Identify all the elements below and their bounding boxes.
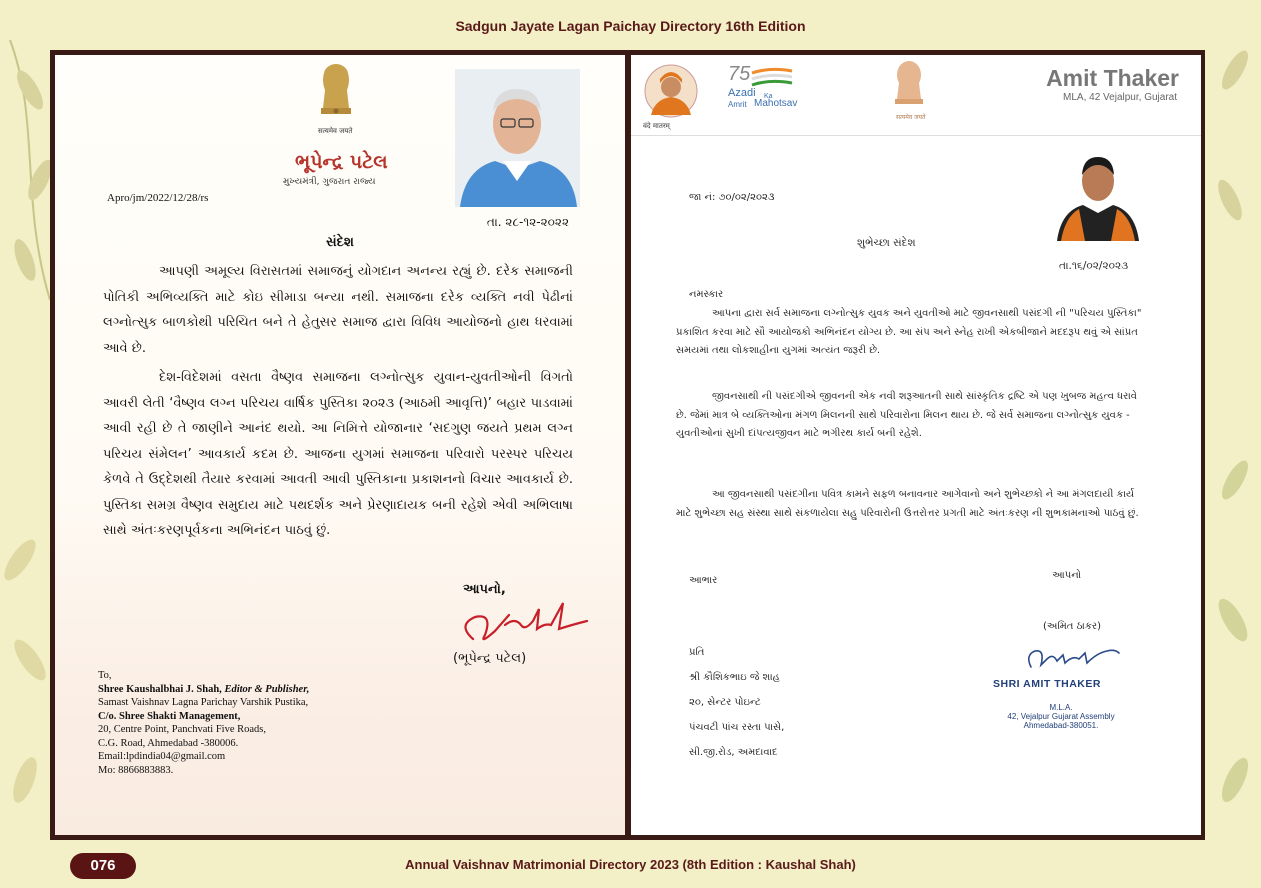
- handwritten-signature: [1023, 641, 1123, 675]
- sender-name: ભૂપેન્દ્ર પટેલ: [295, 151, 388, 173]
- reference-number: જા નં: ૭૦/૦૨/૨૦૨૩: [689, 192, 775, 203]
- left-letter: [55, 55, 625, 835]
- right-letter: [631, 55, 1201, 835]
- leaf-decoration-right: [1205, 0, 1261, 888]
- address-recipient: Shree Kaushalbhai J. Shah,: [98, 683, 222, 695]
- stamp-details: [986, 703, 1136, 730]
- reference-number: Apro/jm/2022/12/28/rs: [107, 192, 209, 204]
- address-mobile: Mo: 8866883883.: [98, 764, 174, 776]
- azadi-ka: Ka: [764, 93, 773, 100]
- letter-heading: શુભેચ્છા સંદેશ: [857, 237, 916, 249]
- signature-name: (ભૂપેન્દ્ર પટેલ): [453, 651, 527, 666]
- handwritten-signature: [455, 595, 595, 651]
- recipient-prati: પ્રતિ: [689, 647, 705, 658]
- azadi-amrit: Amrit: [728, 100, 747, 109]
- address-line: C/o. Shree Shakti Management,: [98, 710, 241, 722]
- header-divider: [631, 135, 1201, 136]
- closing: આપનો,: [463, 582, 506, 597]
- sender-name: Amit Thaker: [1046, 65, 1179, 91]
- azadi-word: Azadi: [728, 87, 756, 99]
- letter-date: તા. ૨૮-૧૨-૨૦૨૨: [486, 215, 569, 229]
- stamp-line: Ahmedabad-380051.: [1023, 721, 1099, 730]
- azadi-mahotsav: Mahotsav: [754, 98, 798, 109]
- stamp-name: SHRI AMIT THAKER: [993, 678, 1101, 690]
- address-email: Email:lpdindia04@gmail.com: [98, 751, 226, 762]
- salutation: નમસ્કાર: [689, 289, 724, 300]
- emblem-motto: सत्यमेव जयते: [896, 114, 926, 121]
- emblem-motto: सत्यमेव जयते: [318, 127, 353, 135]
- letter-paragraph: આપના દ્વારા સર્વ સમાજના લગ્નોત્સુક યુવક અને યુવતીઓ માટે જીવનસાથી પસંદગી ની "પરિચય પુસ્તિકા" પ્રકાશિત કરવા માટે સૌ આયોજકો અભિનંદન યોગ્ય છે. આ સંપ અને સ્નેહ રાખી એકબીજાને મદદરૂપ થવું એ સાંપ્રત સમયમાં તથા લોકશાહીના યુગમાં અત્યંત જરૂરી છે.: [676, 308, 1142, 356]
- address-line: C.G. Road, Ahmedabad -380006.: [98, 737, 239, 749]
- vivekananda-portrait: [643, 63, 699, 121]
- letter-paragraph: જીવનસાથી ની પસંદગીએ જીવનની એક નવી શરૂઆતની સાથે સાંસ્કૃતિક દ્રષ્ટિ એ પણ ખુબજ મહત્વ ધરાવે છે. જેમાં માત્ર બે વ્યક્તિઓના મંગળ મિલનની સાથે પરિવારોના મિલન થાય છે. જે સર્વ સમાજના લગ્નોત્સુક યુવક - યુવતીઓનાં સુખી દાંપત્યજીવન માટે ભગીરથ કાર્ય બની રહેશે.: [676, 391, 1138, 439]
- azadi-logo: [724, 63, 804, 111]
- sender-title: MLA, 42 Vejalpur, Gujarat: [1063, 92, 1177, 103]
- flag-icon: [750, 67, 794, 89]
- stamp-role: M.L.A.: [1049, 703, 1073, 712]
- closing: આપનો: [1052, 570, 1082, 581]
- sender-photo: [1057, 147, 1139, 241]
- address-role: Editor & Publisher,: [224, 683, 310, 695]
- recipient-name: શ્રી કૌશિકભાઇ જે શાહ: [689, 672, 780, 683]
- recipient-address: [98, 669, 309, 777]
- address-line: 20, Centre Point, Panchvati Five Roads,: [98, 724, 266, 735]
- thanks: આભાર: [689, 575, 718, 586]
- ashoka-emblem-icon: [313, 60, 359, 130]
- sender-photo: [455, 69, 580, 207]
- letter-paragraph: દેશ-વિદેશમાં વસતા વૈષ્ણવ સમાજના લગ્નોત્સુક યુવાન-યુવતીઓની વિગતો આવરી લેતી ‘વૈષ્ણવ લગ્ન પરિચય વાર્ષિક પુસ્તિકા ૨૦૨૩ (આઠમી આવૃત્તિ)’ બહાર પાડવામાં આવી રહી છે તે જાણીને આનંદ થયો. આ નિમિત્તે યોજાનાર ‘સદગુણ જયતે પ્રથમ લગ્ન પરિચય સંમેલન’ આવકાર્ય કદમ છે. આજના યુગમાં સમાજના પરિવારો પરસ્પર પરિચય કેળવે તે ઉદ્દેશથી તૈયાર કરવામાં આવતી આવી પુસ્તિકાના પ્રકાશનનો વિચાર આવકાર્ય છે. પુસ્તિકા સમગ્ર વૈષ્ણવ સમુદાય માટે પથદર્શક અને પ્રેરણાદાયક બની રહેશે એવી અભિલાષા સાથે અંતઃકરણપૂર્વકના અભિનંદન પાઠવું છું.: [103, 370, 573, 538]
- address-to: To,: [98, 670, 112, 681]
- page-header-title: Sadgun Jayate Lagan Paichay Directory 16th Edition: [455, 18, 806, 34]
- recipient-line: ૨૦, સેન્ટર પોઇન્ટ: [689, 697, 761, 708]
- letter-heading: સંદેશ: [326, 235, 354, 250]
- page-number-badge: 076: [70, 853, 136, 879]
- letter-date: તા.૧૬/૦૨/૨૦૨૩: [1059, 260, 1129, 272]
- azadi-number: 75: [728, 63, 751, 85]
- address-line: Samast Vaishnav Lagna Parichay Varshik Pustika,: [98, 697, 309, 708]
- stamp-line: 42, Vejalpur Gujarat Assembly: [1007, 712, 1115, 721]
- footer-title: Annual Vaishnav Matrimonial Directory 2023 (8th Edition : Kaushal Shah): [405, 857, 856, 872]
- recipient-line: પંચવટી પાંચ રસ્તા પાસે,: [689, 722, 785, 733]
- vande-mataram: वंदे मातरम्: [643, 122, 670, 130]
- sender-title: મુખ્યમંત્રી, ગુજરાત રાજ્ય: [283, 177, 376, 187]
- letter-paragraph: આપણી અમૂલ્ય વિરાસતમાં સમાજનું યોગદાન અનન્ય રહ્યું છે. દરેક સમાજની પોતિકી અભિવ્યક્તિ માટે કોઇ સીમાડા બન્યા નથી. સમાજના દરેક વ્યક્તિ નવી પેઢીનાં લગ્નોત્સુક બાળકોથી પરિચિત બને તે હેતુસર સમાજ દ્વારા વિવિધ આયોજનો હાથ ધરવામાં આવે છે.: [103, 264, 573, 356]
- recipient-line: સી.જી.રોડ, અમદાવાદ: [689, 747, 778, 758]
- ashoka-emblem-icon: [889, 59, 929, 115]
- signature-name: (અમિત ઠાકર): [1043, 621, 1101, 632]
- letter-paragraph: આ જીવનસાથી પસંદગીના પવિત્ર કામને સફળ બનાવનાર આગેવાનો અને શુભેચ્છકો ને આ મંગલદાયી કાર્ય માટે શુભેચ્છા સહ સંસ્થા સાથે સંકળાયેલા સહુ પરિવારોની ઉત્તરોત્તર પ્રગતી માટે અંતઃકરણ ની શુભકામનાઓ પાઠવું છું.: [676, 489, 1139, 519]
